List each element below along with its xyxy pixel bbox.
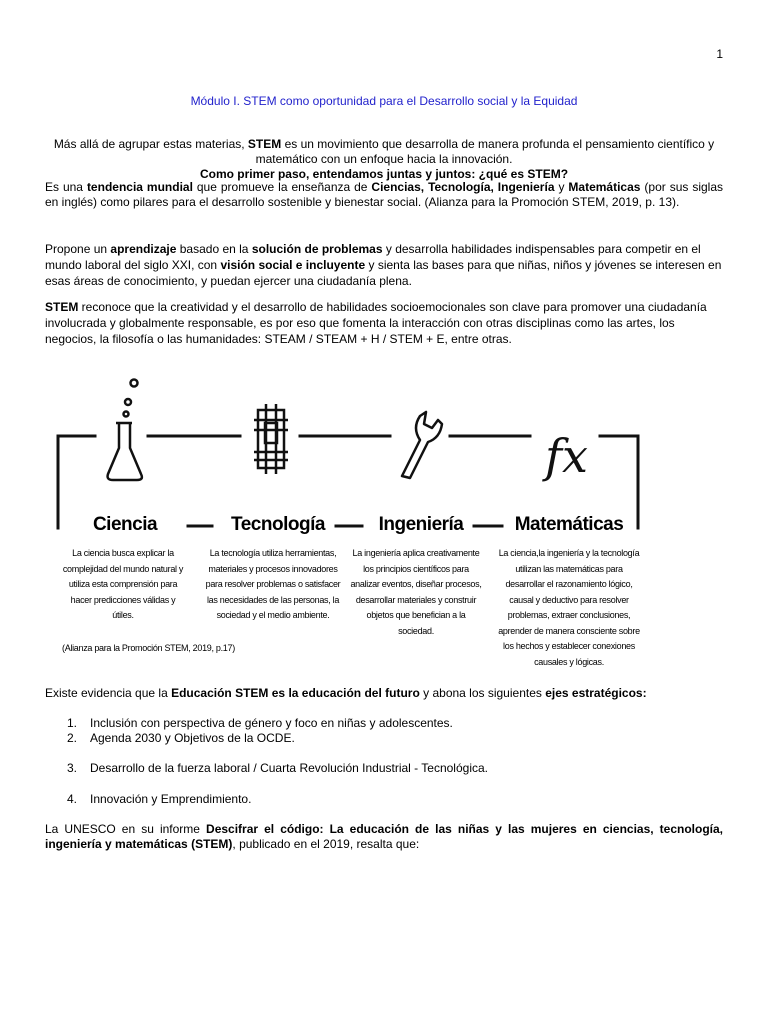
label-ingenieria: Ingeniería — [378, 514, 464, 535]
list-item: 2. Agenda 2030 y Objetivos de la OCDE. — [67, 731, 295, 745]
evidence-paragraph: Existe evidencia que la Educación STEM es la educación del futuro y abona los siguientes ejes estratégicos: — [45, 686, 647, 700]
definition-paragraph: Es una tendencia mundial que promueve la enseñanza de Ciencias, Tecnología, Ingeniería y Matemáticas (por sus siglas en inglés) como pilares para el desarrollo sostenible y bienestar social. (Alianza para la Promoción STEM, 2019, p. 13). — [45, 180, 724, 209]
module-title: Módulo I. STEM como oportunidad para el Desarrollo social y la Equidad — [190, 94, 578, 108]
learning-paragraph: Propone un aprendizaje basado en la solución de problemas y desarrolla habilidades indispensables para competir en el mundo laboral del siglo XXI, con visión social e incluyente y sienta las bases para que niñas, niños y jóvenes se interesen en esas áreas de conocimiento, y puedan ejercer una ciudadanía plena. — [45, 242, 722, 288]
desc-ciencia: La ciencia busca explicar la complejidad del mundo natural y utiliza esta comprensión para hacer predicciones válidas y útiles. — [62, 548, 184, 620]
list-item: 4. Innovación y Emprendimiento. — [67, 792, 252, 806]
page-number: 1 — [716, 47, 723, 61]
intro-question: Como primer paso, entendamos juntas y juntos: ¿qué es STEM? — [199, 167, 569, 181]
creativity-paragraph: STEM reconoce que la creatividad y el desarrollo de habilidades socioemocionales son clave para promover una ciudadanía involucrada y globalmente responsable, es por eso que fomenta la interacción con otras disciplinas como las artes, los negocios, la filosofía o las humanidades: STEAM / STEAM + H / STEM + E, entre otras. — [45, 300, 707, 346]
list-item: 3. Desarrollo de la fuerza laboral / Cuarta Revolución Industrial - Tecnológica. — [67, 761, 488, 775]
fx-icon: fx — [545, 429, 588, 483]
desc-tecnologia: La tecnología utiliza herramientas, materiales y procesos innovadores para resolver problemas o satisfacer las necesidades de las personas, la sociedad y el medio ambiente. — [205, 548, 341, 620]
label-matematicas: Matemáticas — [514, 514, 624, 535]
unesco-paragraph: La UNESCO en su informe Descifrar el código: La educación de las niñas y las mujeres en ciencias, tecnología, ingeniería y matemáticas (STEM), publicado en el 2019, resalta que: — [45, 822, 723, 851]
diagram-citation: (Alianza para la Promoción STEM, 2019, p.17) — [62, 643, 235, 653]
list-item: 1. Inclusión con perspectiva de género y foco en niñas y adolescentes. — [67, 716, 453, 730]
flask-icon — [108, 380, 142, 481]
stem-diagram — [40, 368, 650, 668]
chip-icon — [254, 404, 288, 474]
intro-paragraph: Más allá de agrupar estas materias, STEM es un movimiento que desarrolla de manera profunda el pensamiento científico y matemático con un enfoque hacia la innovación. Como primer paso, entendamos juntas y juntos: ¿qué es STEM? — [53, 137, 715, 181]
label-tecnologia: Tecnología — [231, 514, 325, 535]
label-ciencia: Ciencia — [92, 514, 158, 535]
desc-matematicas: La ciencia,la ingeniería y la tecnología utilizan las matemáticas para desarrollar el razonamiento lógico, causal y deductivo para resolver problemas, extraer conclusiones, aprender de manera consciente sobre los hechos y establecer conexiones causales y lógicas. — [498, 548, 640, 667]
desc-ingenieria: La ingeniería aplica creativamente los principios científicos para analizar eventos, diseñar procesos, desarrollar materiales y construir objetos que benefician a la sociedad. — [350, 548, 482, 636]
wrench-icon — [402, 412, 442, 478]
